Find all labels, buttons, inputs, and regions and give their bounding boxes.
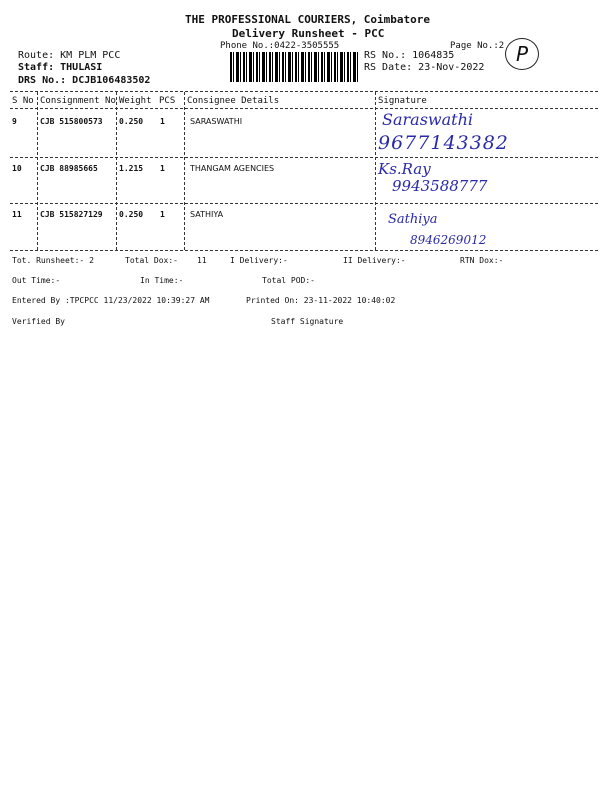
rtn-dox: RTN Dox:- (460, 256, 504, 265)
out-time: Out Time:- (12, 276, 61, 285)
row-consignment: CJB 88985665 (40, 164, 98, 173)
signature-phone: 9677143382 (378, 132, 509, 154)
row-divider (10, 203, 598, 204)
row-weight: 1.215 (119, 164, 144, 173)
route: Route: KM PLM PCC (18, 50, 121, 61)
i-delivery: I Delivery:- (230, 256, 288, 265)
stamp-letter: P (515, 42, 529, 66)
table-bottom-line (10, 250, 598, 251)
row-consignment: CJB 515827129 (40, 210, 103, 219)
row-consignment: CJB 515800573 (40, 117, 103, 126)
barcode (230, 52, 360, 82)
row-pcs: 1 (160, 117, 165, 126)
row-divider (10, 157, 598, 158)
signature-name: Saraswathi (382, 110, 473, 129)
col-header-consignment: Consignment No (40, 96, 116, 106)
verified-by: Verified By (12, 317, 65, 326)
staff: Staff: THULASI (18, 62, 103, 73)
printed-on: Printed On: 23-11-2022 10:40:02 (246, 296, 396, 305)
row-sno: 9 (12, 117, 17, 126)
signature-name: Sathiya (388, 212, 438, 227)
rs-number: RS No.: 1064835 (364, 50, 455, 61)
phone-number: Phone No.:0422-3505555 (220, 41, 340, 51)
company-name: THE PROFESSIONAL COURIERS, Coimbatore (185, 13, 431, 26)
total-dox-label: Total Dox:- (125, 256, 178, 265)
signature-phone: 8946269012 (410, 233, 487, 247)
column-divider (37, 92, 38, 250)
col-header-consignee: Consignee Details (187, 96, 280, 106)
col-header-pcs: PCS (159, 96, 176, 106)
row-pcs: 1 (160, 164, 165, 173)
col-header-sno: S No (12, 96, 34, 106)
col-header-signature: Signature (378, 96, 427, 106)
column-divider (116, 92, 117, 250)
stamp-circle (505, 38, 539, 70)
entered-by: Entered By :TPCPCC 11/23/2022 10:39:27 AM (12, 296, 210, 305)
signature-phone: 9943588777 (392, 177, 488, 195)
total-runsheet: Tot. Runsheet:- 2 (12, 256, 94, 265)
in-time: In Time:- (140, 276, 184, 285)
row-consignee: THANGAM AGENCIES (190, 164, 275, 173)
row-consignee: SARASWATHI (190, 117, 243, 126)
table-top-line (10, 91, 598, 92)
row-weight: 0.250 (119, 117, 144, 126)
col-header-weight: Weight (119, 96, 152, 106)
column-divider (375, 92, 376, 250)
column-divider (184, 92, 185, 250)
staff-signature: Staff Signature (271, 317, 344, 326)
row-sno: 10 (12, 164, 22, 173)
header-bottom-line (10, 108, 598, 109)
runsheet-title: Delivery Runsheet - PCC (232, 27, 385, 40)
row-consignee: SATHIYA (190, 210, 224, 219)
row-sno: 11 (12, 210, 22, 219)
signature-name: Ks.Ray (378, 160, 431, 178)
row-weight: 0.250 (119, 210, 144, 219)
row-pcs: 1 (160, 210, 165, 219)
drs-number: DRS No.: DCJB106483502 (18, 75, 151, 86)
total-pod: Total POD:- (262, 276, 315, 285)
total-dox-value: 11 (197, 256, 207, 265)
rs-date: RS Date: 23-Nov-2022 (364, 62, 485, 73)
ii-delivery: II Delivery:- (343, 256, 406, 265)
page-number: Page No.:2 (450, 41, 505, 51)
